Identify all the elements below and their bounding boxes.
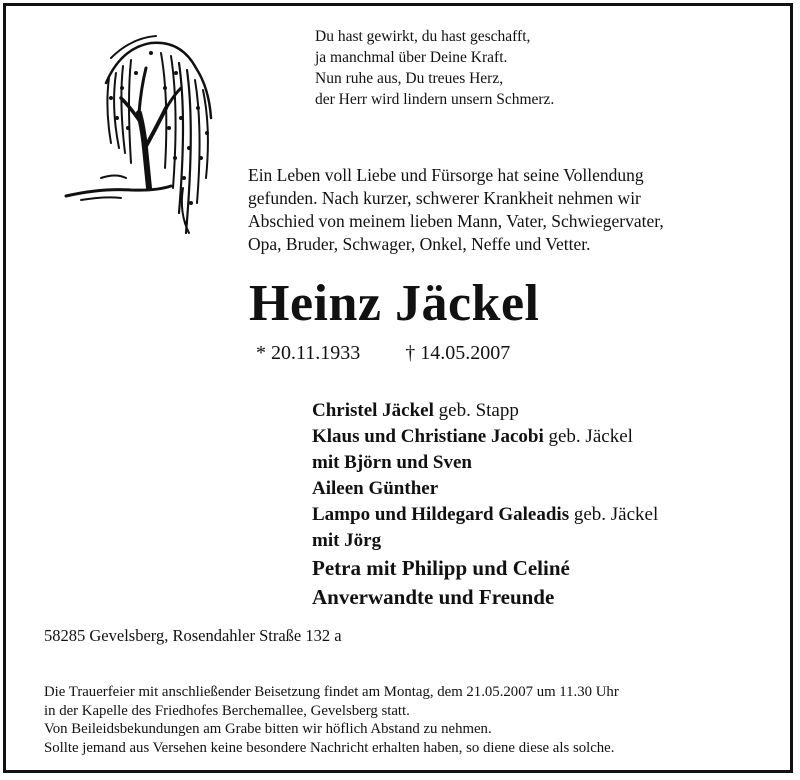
death-date: † 14.05.2007 [405, 342, 511, 364]
mourner-row [312, 528, 658, 554]
poem-line: der Herr wird lindern unsern Schmerz. [315, 91, 555, 108]
mourner-name: Christel Jäckel [312, 400, 434, 421]
mourner-name: mit Björn und Sven [312, 452, 472, 473]
mourner-name: Lampo und Hildegard Galeadis [312, 504, 570, 525]
mourner-row [312, 424, 658, 450]
poem [315, 26, 554, 110]
life-dates [256, 341, 510, 365]
intro-text [248, 164, 664, 256]
funeral-line: Die Trauerfeier mit anschließender Beisetzung findet am Montag, dem 21.05.2007 um 11.30 Uhr [44, 684, 619, 700]
mourner-note: geb. Jäckel [543, 426, 633, 447]
mourner-name: mit Jörg [312, 530, 382, 551]
poem-line: Nun ruhe aus, Du treues Herz, [315, 70, 504, 87]
intro-line: gefunden. Nach kurzer, schwerer Krankheit nehmen wir [248, 188, 641, 208]
mourners-list [312, 398, 658, 612]
address: 58285 Gevelsberg, Rosendahler Straße 132 a [44, 626, 342, 645]
birth-date: * 20.11.1933 [256, 342, 361, 364]
mourner-row [312, 476, 658, 502]
poem-line: Du hast gewirkt, du hast geschafft, [315, 28, 531, 45]
intro-line: Abschied von meinem lieben Mann, Vater, Schwiegervater, [248, 211, 664, 231]
deceased-name: Heinz Jäckel [249, 275, 540, 332]
obituary-card [3, 3, 793, 773]
mourner-name: Aileen Günther [312, 478, 439, 499]
funeral-line: Sollte jemand aus Versehen keine besondere Nachricht erhalten haben, so diene diese als solche. [44, 739, 615, 756]
funeral-notice [44, 683, 619, 757]
mourner-name: Klaus und Christiane Jacobi [312, 426, 544, 447]
mourner-row [312, 450, 658, 476]
intro-line: Opa, Bruder, Schwager, Onkel, Neffe und Vetter. [248, 234, 591, 254]
mourner-note: geb. Stapp [433, 400, 519, 421]
mourner-row-closing: Petra mit Philipp und Celiné [312, 556, 570, 580]
mourner-note: geb. Jäckel [569, 504, 659, 525]
funeral-line: in der Kapelle des Friedhofes Berchemallee, Gevelsberg statt. [44, 702, 410, 719]
funeral-line: Von Beileidsbekundungen am Grabe bitten wir höflich Abstand zu nehmen. [44, 721, 492, 737]
poem-line: ja manchmal über Deine Kraft. [315, 49, 508, 66]
willow-tree-icon [61, 28, 231, 243]
intro-line: Ein Leben voll Liebe und Fürsorge hat seine Vollendung [248, 165, 644, 185]
mourner-row [312, 502, 658, 528]
mourner-row [312, 398, 658, 424]
mourner-row-closing: Anverwandte und Freunde [312, 585, 555, 609]
